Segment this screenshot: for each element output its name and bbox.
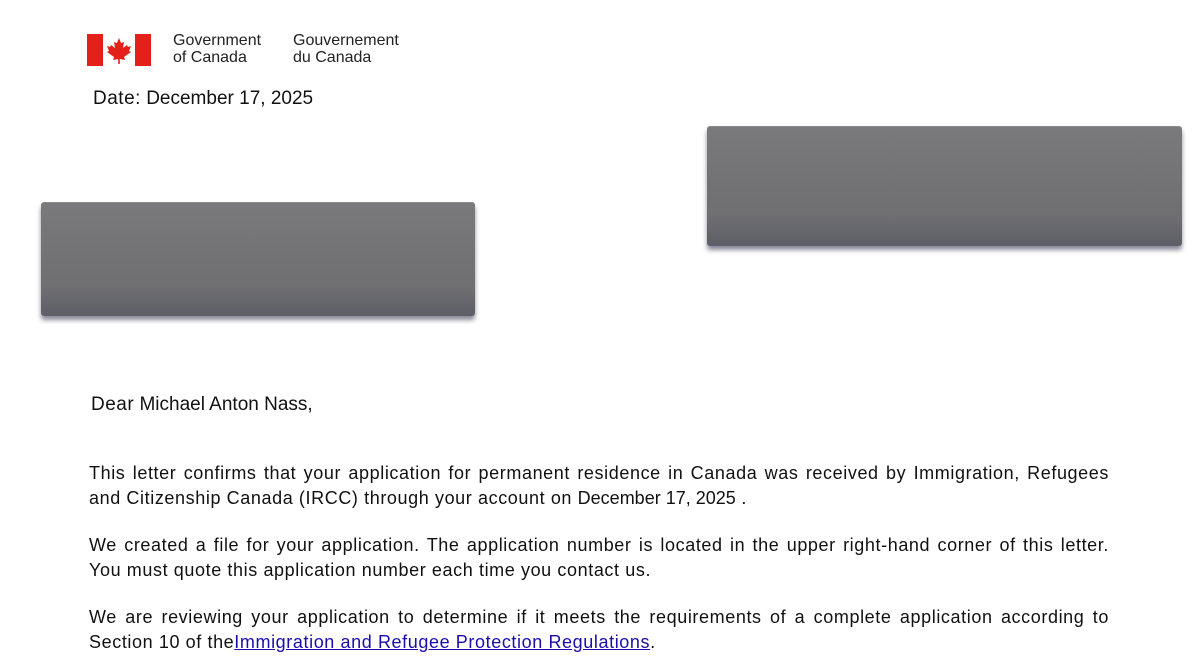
p1-text: This letter confirms that your application for permanent residence in Canada was received by Immigration, Refugees and Citizenship Canada (IRCC) through your account on	[89, 463, 1109, 508]
salutation-label: Dear	[91, 394, 135, 415]
p3-end: .	[650, 632, 656, 652]
p2-text: We created a file for your application. The application number is located in the upper right-hand corner of this letter. You must quote this application number each time you contact us.	[89, 535, 1109, 580]
p1-date: December 17, 2025	[577, 488, 736, 508]
paragraph-file-created	[89, 533, 1109, 583]
gov-fr-line2: du Canada	[293, 49, 372, 66]
gov-fr-line1: Gouvernement	[293, 32, 399, 49]
date-value: December 17, 2025	[146, 88, 314, 109]
date-label: Date:	[93, 88, 141, 109]
canada-flag-icon	[87, 34, 151, 66]
p1-end: .	[735, 488, 747, 508]
government-name-french	[293, 32, 399, 66]
government-name-english	[173, 32, 261, 66]
p3-text: We are reviewing your application to determine if it meets the requirements of a complete application according to Section 10 of the	[89, 607, 1109, 652]
redacted-application-number-block	[707, 126, 1182, 246]
gov-en-line2: of Canada	[173, 49, 247, 66]
regulations-link[interactable]: Immigration and Refugee Protection Regulations	[234, 632, 651, 652]
recipient-name: Michael Anton Nass,	[139, 394, 313, 415]
redacted-address-block	[41, 202, 475, 316]
salutation	[91, 394, 313, 416]
letter-date	[93, 88, 313, 110]
gov-en-line1: Government	[173, 32, 262, 49]
paragraph-confirmation	[89, 461, 1109, 511]
paragraph-review	[89, 605, 1109, 655]
